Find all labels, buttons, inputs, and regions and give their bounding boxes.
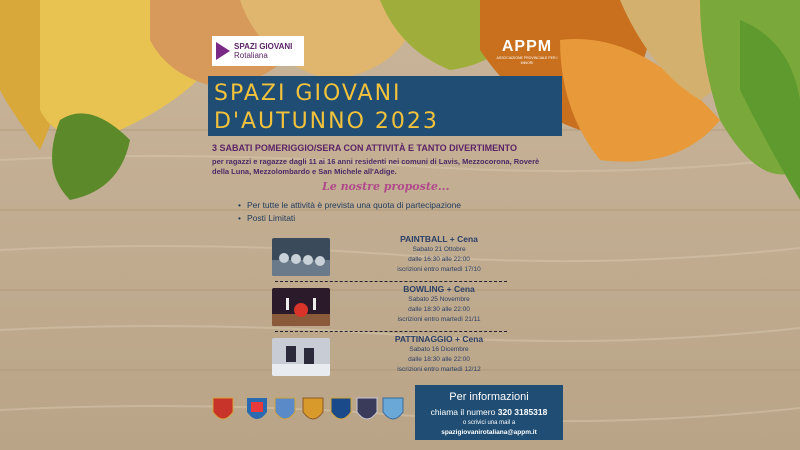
bowling-image	[272, 288, 330, 326]
proposals-heading: Le nostre proposte...	[322, 180, 450, 193]
logo-line1: SPAZI GIOVANI	[234, 42, 293, 51]
email-address: spazigiovanirotaliana@appm.it	[441, 429, 537, 436]
crest-icon	[302, 396, 324, 426]
title-line1: SPAZI GIOVANI	[214, 81, 402, 106]
bullet-list	[238, 199, 461, 225]
appm-logo-main: APPM	[501, 38, 553, 55]
description: per ragazzi e ragazze dagli 11 ai 16 anni residenti nei comuni di Lavis, Mezzocorona, Roverè della Luna, Mezzolombardo e San Michele all'Adige.	[212, 157, 540, 176]
divider	[275, 281, 507, 282]
event-name: BOWLING + Cena	[403, 284, 475, 294]
crest-icon	[246, 396, 268, 426]
event-paintball	[268, 234, 508, 280]
event-date: Sabato 25 Novembre	[408, 296, 470, 303]
appm-logo-tagline: ASSOCIAZIONE PROVINCIALE PER I MINORI	[496, 56, 558, 65]
bullet-item: • Posti Limitati	[238, 212, 461, 225]
crest-icon	[356, 396, 378, 426]
bullet-item: • Per tutte le attività è prevista una quota di partecipazione	[238, 199, 461, 212]
event-time: dalle 18:30 alle 22:00	[408, 306, 470, 313]
title-line2: D'AUTUNNO 2023	[214, 109, 439, 134]
event-deadline: iscrizioni entro martedì 21/11	[397, 316, 481, 323]
appm-logo	[496, 38, 558, 64]
spazi-giovani-logo	[212, 36, 304, 66]
event-bowling	[268, 284, 508, 330]
event-date: Sabato 21 Ottobre	[412, 246, 466, 253]
divider	[275, 331, 507, 332]
logo-line2: Rotaliana	[234, 51, 268, 60]
crest-icon	[212, 396, 234, 426]
contact-box	[415, 385, 563, 440]
play-triangle-icon	[216, 42, 230, 60]
event-deadline: iscrizioni entro martedì 17/10	[397, 266, 481, 273]
phone-prefix: chiama il numero	[430, 407, 496, 417]
event-name: PATTINAGGIO + Cena	[394, 334, 484, 344]
subtitle: 3 SABATI POMERIGGIO/SERA CON ATTIVITÀ E TANTO DIVERTIMENTO	[212, 143, 518, 153]
municipality-crests	[212, 396, 412, 436]
event-name: PAINTBALL + Cena	[400, 234, 478, 244]
crest-icon	[382, 396, 404, 426]
event-skating	[268, 334, 508, 380]
event-date: Sabato 16 Dicembre	[409, 346, 469, 353]
crest-icon	[330, 396, 352, 426]
title-box	[208, 76, 562, 136]
event-time: dalle 18:30 alle 22:00	[408, 356, 470, 363]
event-time: dalle 16:30 alle 22:00	[408, 256, 470, 263]
paintball-image	[272, 238, 330, 276]
skating-image	[272, 338, 330, 376]
mail-prefix: o scrivici una mail a	[462, 420, 516, 426]
event-deadline: iscrizioni entro martedì 12/12	[397, 366, 481, 373]
crest-icon	[274, 396, 296, 426]
contact-heading: Per informazioni	[449, 391, 529, 403]
phone-number: 320 3185318	[497, 407, 548, 417]
